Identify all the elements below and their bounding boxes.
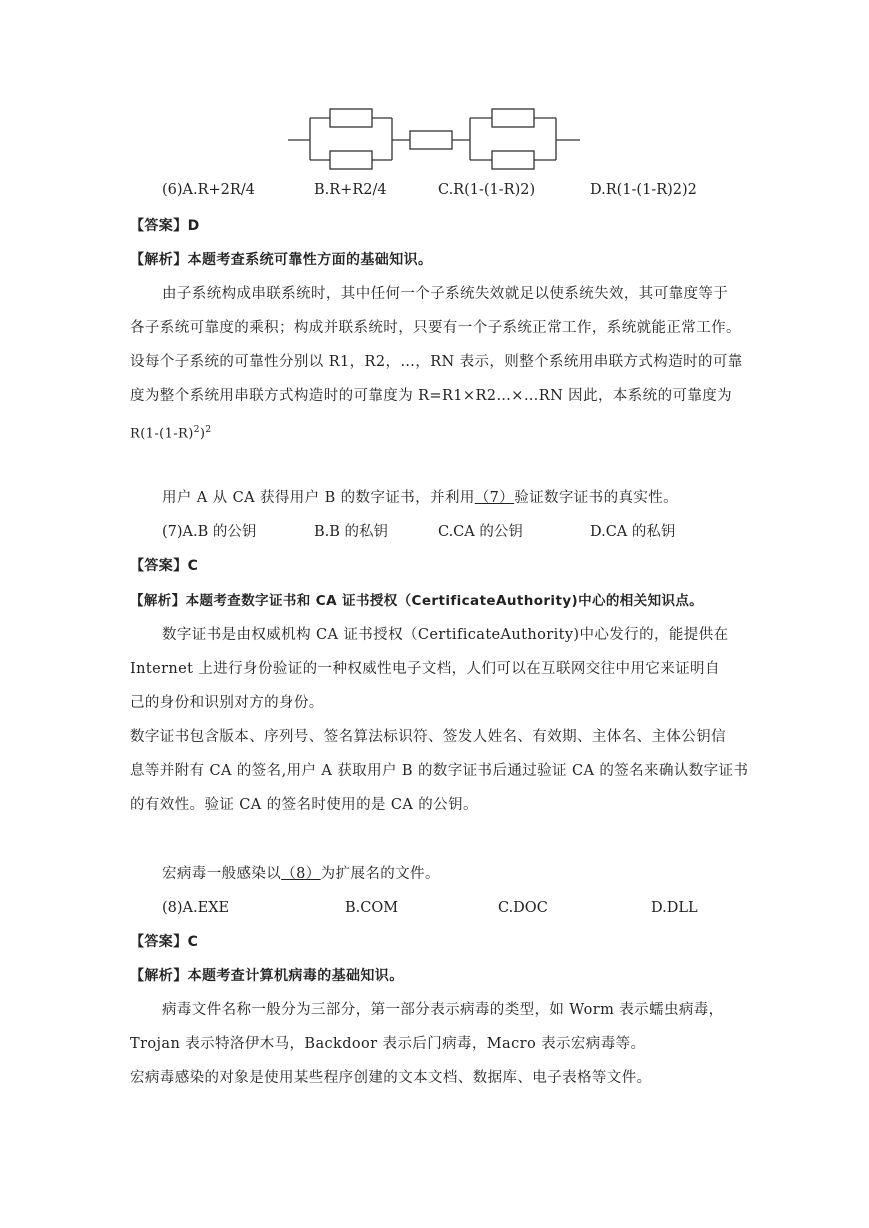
q7-analysis-line-5: 息等并附有 CA 的签名,用户 A 获取用户 B 的数字证书后通过验证 CA 的签名来确认数字证书 (130, 763, 749, 779)
q6-option-b: B.R+R2/4 (314, 182, 387, 198)
q6-formula: $R(1-(1-R)^2)^2$ (130, 425, 212, 442)
q6-analysis-title: 【解析】本题考查系统可靠性方面的基础知识。 (130, 252, 433, 268)
q7-answer: 【答案】C (130, 558, 199, 574)
diagram-block-top-left (330, 109, 372, 127)
q8-option-b: B.COM (345, 900, 399, 916)
diagram-block-bottom-left (330, 151, 372, 169)
reliability-diagram (286, 100, 586, 176)
q8-option-c: C.DOC (498, 900, 548, 916)
q7-analysis-line-2: Internet 上进行身份验证的一种权威性电子文档，人们可以在互联网交往中用它来证明自 (130, 661, 720, 677)
q7-analysis-line-4: 数字证书包含版本、序列号、签名算法标识符、签发人姓名、有效期、主体名、主体公钥信 (130, 729, 726, 745)
q8-blank: （8） (281, 866, 321, 882)
q6-analysis-line-3: 设每个子系统的可靠性分别以 R1，R2，…，RN 表示，则整个系统用串联方式构造时的可靠 (130, 354, 743, 370)
q6-answer: 【答案】D (130, 218, 200, 234)
q8-analysis-title: 【解析】本题考查计算机病毒的基础知识。 (130, 968, 404, 984)
q7-option-a: (7)A.B 的公钥 (162, 524, 257, 540)
q7-stem: 用户 A 从 CA 获得用户 B 的数字证书，并利用（7）验证数字证书的真实性。 (162, 490, 679, 506)
diagram-block-bottom-right (492, 151, 534, 169)
q7-analysis-line-3: 己的身份和识别对方的身份。 (130, 695, 324, 711)
q8-analysis-line-3: 宏病毒感染的对象是使用某些程序创建的文本文档、数据库、电子表格等文件。 (130, 1070, 652, 1086)
q7-analysis-line-6: 的有效性。验证 CA 的签名时使用的是 CA 的公钥。 (130, 797, 478, 813)
diagram-block-top-right (492, 109, 534, 127)
q8-stem: 宏病毒一般感染以（8）为扩展名的文件。 (162, 866, 440, 882)
q7-option-b: B.B 的私钥 (314, 524, 389, 540)
q8-analysis-line-1: 病毒文件名称一般分为三部分，第一部分表示病毒的类型，如 Worm 表示蠕虫病毒， (162, 1002, 724, 1018)
q7-analysis-title: 【解析】本题考查数字证书和 CA 证书授权（CertificateAuthority)中心的相关知识点。 (130, 593, 704, 609)
q8-answer: 【答案】C (130, 934, 199, 950)
diagram-block-middle (410, 131, 452, 149)
q7-option-c: C.CA 的公钥 (438, 524, 523, 540)
q6-analysis-line-4: 度为整个系统用串联方式构造时的可靠度为 R=R1×R2…×…RN 因此，本系统的可靠度为 (130, 388, 733, 404)
q8-option-a: (8)A.EXE (162, 900, 230, 916)
q6-option-d: D.R(1-(1-R)2)2 (590, 182, 697, 198)
q6-analysis-line-1: 由子系统构成串联系统时，其中任何一个子系统失效就足以使系统失效，其可靠度等于 (162, 286, 729, 302)
q7-option-d: D.CA 的私钥 (590, 524, 676, 540)
q6-option-c: C.R(1-(1-R)2) (438, 182, 536, 198)
q8-option-d: D.DLL (651, 900, 698, 916)
q7-analysis-line-1: 数字证书是由权威机构 CA 证书授权（CertificateAuthority)中心发行的，能提供在 (162, 627, 729, 643)
q7-blank: （7） (474, 490, 515, 506)
q6-option-a: (6)A.R+2R/4 (162, 182, 255, 198)
q6-analysis-line-2: 各子系统可靠度的乘积；构成并联系统时，只要有一个子系统正常工作，系统就能正常工作。 (130, 320, 741, 336)
q8-analysis-line-2: Trojan 表示特洛伊木马，Backdoor 表示后门病毒，Macro 表示宏病毒等。 (130, 1036, 646, 1052)
